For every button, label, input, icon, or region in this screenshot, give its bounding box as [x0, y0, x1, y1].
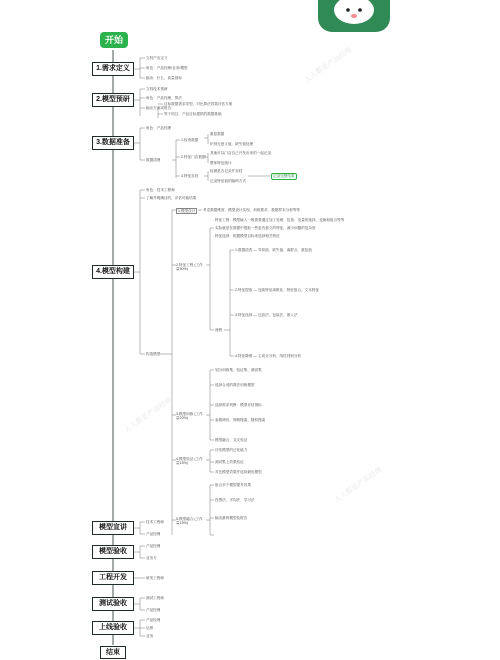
note: 3.特征选择 — 过滤法、包装法、嵌入法: [235, 313, 298, 317]
stage-dev: 工程开发: [92, 571, 134, 585]
note: 参数调优：网格搜索、随机搜索: [215, 418, 266, 422]
note: 1.数据清洗 — 异常值、缺失值、离群点、重复值: [235, 248, 312, 252]
watermark: 人人都是产品经理: [123, 396, 174, 435]
mascot-illustration: [318, 0, 390, 32]
note: 文档技术预研: [146, 87, 168, 91]
role-note: 了解并明确目的，评估可能结果: [146, 196, 197, 200]
stage-launch: 上线验收: [92, 621, 134, 635]
watermark: 人人都是产品经理: [303, 46, 354, 85]
note: 产品经理: [146, 618, 161, 622]
stage-requirement: 1.需求定义: [92, 62, 134, 76]
note: 检测是否记录并存档: [210, 169, 243, 173]
stage-build: 4.模型构建: [92, 265, 134, 279]
note: 其他可以门店自己开发出来的一起记录: [210, 151, 272, 155]
note: 投票法、平均法、学习法: [215, 498, 255, 502]
note: 选择合适的算法训练模型: [215, 383, 255, 387]
step-label: 5.模型融合 (工作量15%): [176, 517, 203, 525]
stage-data: 3.数据准备: [92, 136, 134, 150]
note: 等于项目、产品目标提供的数据基础: [164, 112, 222, 116]
role-note: 角色：技术工程师: [146, 188, 175, 192]
note: 输出最终模型及报告: [215, 516, 248, 520]
note: 文档产出定义: [146, 56, 168, 60]
note: 产品经理: [146, 532, 161, 536]
step-label: 1.检查数据: [181, 138, 199, 142]
stage-test: 测试验收: [92, 597, 134, 611]
step-label: 3.特征存档: [181, 174, 199, 178]
note: 组合多个模型提升效果: [215, 483, 251, 487]
note: 重复数据: [210, 132, 225, 136]
note: 技术工程师: [146, 520, 164, 524]
note: 特征选择：根据模型目标来选择相关特征: [215, 234, 280, 238]
stage-accept: 模型验收: [92, 545, 134, 559]
end-node: 结束: [100, 646, 126, 659]
note: 评估模型的泛化能力: [215, 448, 248, 452]
note: 整体特征统计: [210, 161, 232, 165]
note: 目标数据需求类型、对比算法效果评估方案: [164, 102, 233, 106]
start-node: 开始: [100, 32, 128, 48]
note: 2.特征提取 — 连续特征离散化、特征组合、文本特征: [235, 288, 320, 292]
note: 选择需求判断：模型评估指标: [215, 403, 262, 407]
note: 研发工程师: [146, 576, 164, 580]
note: 输出：什么、质量指标: [146, 76, 182, 80]
note: 识别无意义值，缺失值处理: [210, 142, 254, 146]
note: 测试集上效果验证: [215, 460, 244, 464]
note: 4.特征降维 — 主成分分析、线性判别分析: [235, 354, 302, 358]
watermark: 人人都是产品经理: [333, 466, 384, 505]
note: 特征工程：模型输入一般需要通过加工处理，包括：变量的选择、变换和组合等等: [215, 218, 345, 222]
note: 考虑数据维度、模型设计实现、训练要求、数据样本分析等等: [203, 208, 301, 212]
note: 测试工程师: [146, 596, 164, 600]
note: 划分训练集、验证集、测试集: [215, 368, 262, 372]
note: 对比模型效果并选择最优模型: [215, 470, 262, 474]
group-label: 构造模型: [146, 352, 161, 356]
note: 业务方: [146, 556, 157, 560]
note: 运维: [146, 626, 154, 630]
note: 模型融合、交叉验证: [215, 438, 248, 442]
step-label: 2.特征门店数据: [181, 155, 206, 159]
stage-research: 2.模型预研: [92, 93, 134, 107]
highlight-tag: 记录完整结果: [273, 174, 295, 178]
note: 产品经理: [146, 608, 161, 612]
note: 产品经理: [146, 544, 161, 548]
step-label: 1.模型设计: [178, 209, 196, 213]
note: 记录特征值的编码方式: [210, 179, 246, 183]
stage-present: 模型宣讲: [92, 521, 134, 535]
note: 实际就是在数据中提取一些更有意义的特征，减少问题的复杂度: [215, 226, 316, 230]
step-label: 2.特征工程 (工作量50%): [176, 263, 203, 271]
note: 业务: [146, 634, 154, 638]
note: 角色：产品经理、算法: [146, 96, 182, 100]
group-label: 数据清理: [146, 158, 161, 162]
role-note: 角色：产品经理: [146, 126, 172, 130]
step-label: 3.模型训练 (工作量20%): [176, 412, 203, 420]
step-label: 4.模型验证 (工作量15%): [176, 457, 203, 465]
note: 输出方案或报告：: [146, 106, 175, 110]
sub-label: 流程: [215, 328, 223, 332]
note: 角色：产品经理/业务/模型: [146, 66, 188, 70]
